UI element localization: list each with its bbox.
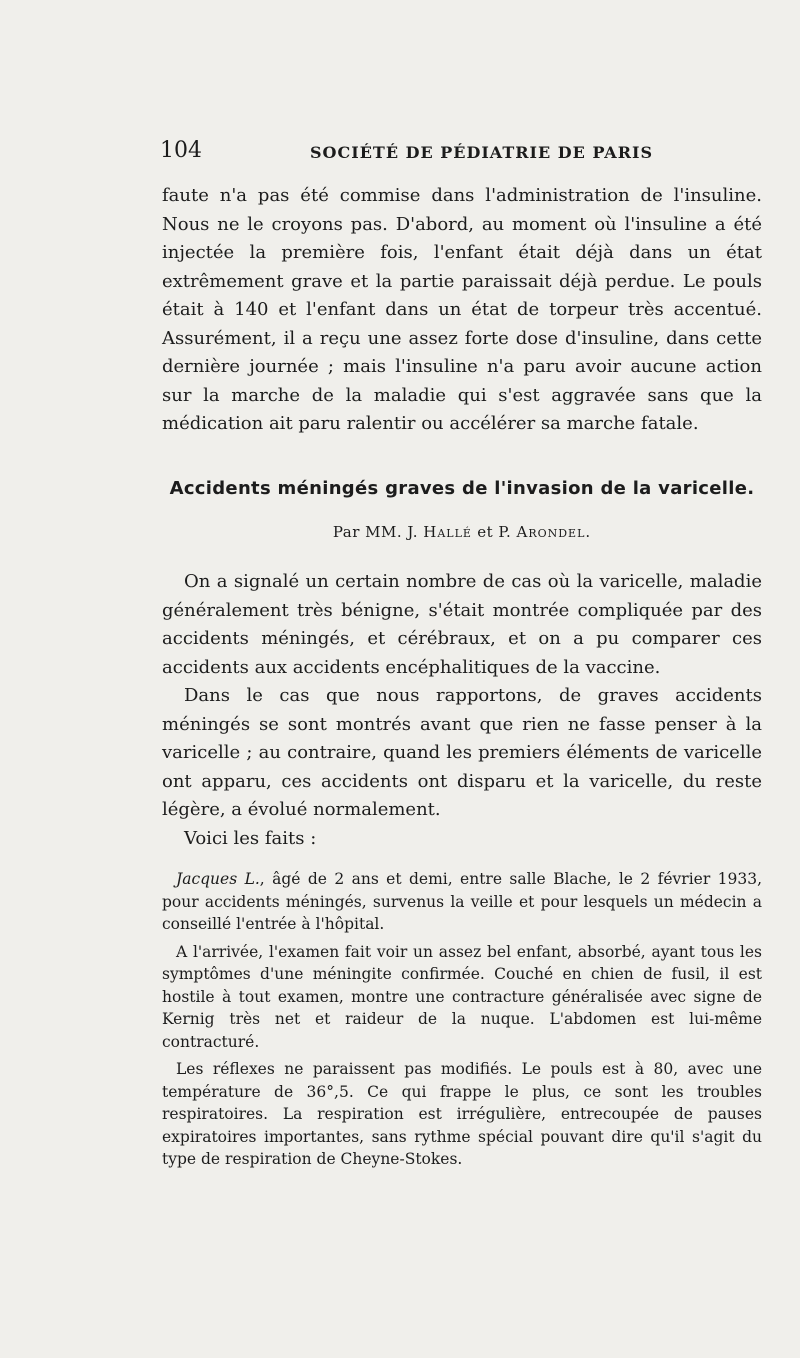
byline-prefix: Par MM. J. (332, 523, 424, 541)
author-name: Hallé (423, 523, 472, 541)
article-intro (162, 568, 762, 853)
paragraph: faute n'a pas été commise dans l'administration de l'insuline. Nous ne le croyons pas. D'abord, au moment où l'insuline a été injectée la première fois, l'enfant était déjà dans un état extrêmement grave et la partie paraissait déjà perdue. Le pouls était à 140 et l'enfant dans un état de torpeur très accentué. Assurément, il a reçu une assez forte dose d'insuline, dans cette dernière journée ; mais l'insuline n'a paru avoir aucune action sur la marche de la maladie qui s'est aggravée sans que la médication ait paru ralentir ou accélérer sa marche fatale. (162, 185, 762, 434)
byline (162, 523, 762, 541)
paragraph: Voici les faits : (184, 827, 317, 849)
journal-title: SOCIÉTÉ DE PÉDIATRIE DE PARIS (310, 143, 654, 162)
case-intro-text: , âgé de 2 ans et demi, entre salle Blache, le 2 février 1933, pour accidents méningés, survenus la veille et pour lesquels un médecin a conseillé l'entrée à l'hôpital. (162, 870, 762, 933)
byline-middle: et P. (471, 523, 517, 541)
page-number: 104 (160, 138, 202, 163)
case-intro-paragraph (162, 868, 762, 936)
running-head (160, 138, 760, 168)
patient-name: Jacques L. (176, 870, 260, 888)
article-title: Accidents méningés graves de l'invasion de la varicelle. (169, 478, 755, 499)
previous-article-text (162, 182, 762, 439)
paragraph: On a signalé un certain nombre de cas où la varicelle, maladie généralement très bénigne, s'était montrée compliquée par des accidents méningés, et cérébraux, et on a pu comparer ces accidents aux accidents encéphalitiques de la vaccine. (162, 571, 762, 678)
case-report (162, 868, 762, 1176)
paragraph: Les réflexes ne paraissent pas modifiés. Le pouls est à 80, avec une température de 36°,5. Ce qui frappe le plus, ce sont les troubles respiratoires. La respiration est irrégulière, entrecoupée de pauses expiratoires importantes, sans rythme spécial pouvant dire qu'il s'agit du type de respiration de Cheyne-Stokes. (162, 1060, 762, 1168)
paragraph: Dans le cas que nous rapportons, de graves accidents méningés se sont montrés avant que rien ne fasse penser à la varicelle ; au contraire, quand les premiers éléments de varicelle ont apparu, ces accidents ont disparu et la varicelle, du reste légère, a évolué normalement. (162, 685, 762, 820)
paragraph: A l'arrivée, l'examen fait voir un assez bel enfant, absorbé, ayant tous les symptômes d'une méningite confirmée. Couché en chien de fusil, il est hostile à tout examen, montre une contracture généralisée avec signe de Kernig très net et raideur de la nuque. L'abdomen est lui-même contracturé. (162, 942, 762, 1051)
author-name: Arondel. (516, 523, 592, 541)
